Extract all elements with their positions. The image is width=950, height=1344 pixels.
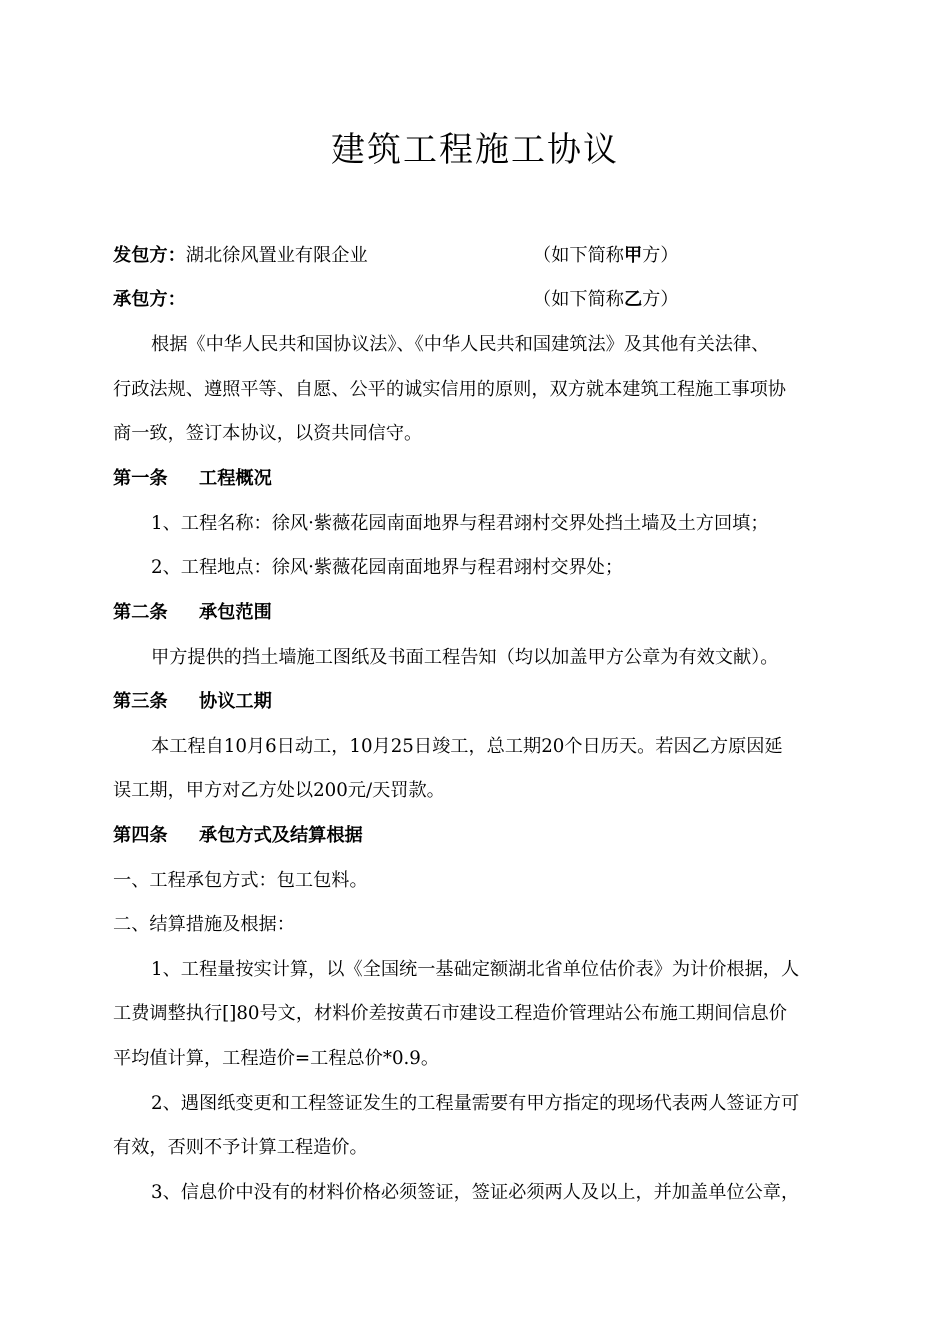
article-text: 一、工程承包方式：包工包料。 — [113, 870, 368, 891]
contractor-label: 承包方： — [113, 289, 186, 310]
employer-alias-post: 方） — [642, 245, 679, 266]
document-title: 建筑工程施工协议 — [331, 130, 619, 170]
clause-line: 3、信息价中没有的材料价格必须签证，签证必须两人及以上，并加盖单位公章， — [151, 1182, 800, 1203]
article-heading — [113, 689, 833, 715]
article-name: 承包范围 — [199, 602, 272, 623]
contractor-alias — [533, 287, 679, 313]
article-text: 甲方提供的挡土墙施工图纸及书面工程告知（均以加盖甲方公章为有效文献）。 — [151, 647, 779, 668]
employer-name: 湖北徐风置业有限企业 — [185, 245, 368, 266]
article-text: 二、结算措施及根据： — [113, 914, 295, 935]
preamble-line: 商一致，签订本协议，以资共同信守。 — [113, 423, 423, 444]
preamble-line: 根据《中华人民共和国协议法》、《中华人民共和国建筑法》及其他有关法律、 — [151, 334, 770, 355]
contractor-alias-post: 方） — [642, 289, 679, 310]
article-name: 工程概况 — [199, 468, 272, 489]
article-text: 本工程自10月6日动工，10月25日竣工，总工期20个日历天。若因乙方原因延 — [151, 736, 783, 757]
article-number: 第二条 — [113, 602, 168, 623]
article-text: 误工期，甲方对乙方处以200元/天罚款。 — [113, 780, 445, 801]
article-heading — [113, 600, 833, 626]
article-number: 第四条 — [113, 825, 168, 846]
clause-line: 有效，否则不予计算工程造价。 — [113, 1137, 368, 1158]
clause-line: 工费调整执行[]80号文，材料价差按黄石市建设工程造价管理站公布施工期间信息价 — [113, 1003, 787, 1024]
employer-alias-em: 甲 — [623, 245, 643, 266]
employer-alias — [533, 243, 679, 269]
article-heading — [113, 823, 833, 849]
contractor-alias-pre: （如下简称 — [533, 289, 624, 310]
employer-alias-pre: （如下简称 — [533, 245, 624, 266]
employer-label: 发包方： — [113, 245, 186, 266]
preamble-line: 行政法规、遵照平等、自愿、公平的诚实信用的原则，双方就本建筑工程施工事项协 — [113, 379, 786, 400]
article-name: 协议工期 — [199, 691, 272, 712]
contractor-line — [113, 287, 833, 313]
article-item: 1、工程名称：徐风·紫薇花园南面地界与程君翊村交界处挡土墙及土方回填； — [151, 513, 769, 534]
article-number: 第一条 — [113, 468, 168, 489]
article-item: 2、工程地点：徐风·紫薇花园南面地界与程君翊村交界处； — [151, 557, 624, 578]
clause-line: 1、工程量按实计算，以《全国统一基础定额湖北省单位估价表》为计价根据，人 — [151, 959, 800, 980]
article-heading — [113, 466, 833, 492]
employer-line — [113, 243, 833, 269]
clause-line: 2、遇图纸变更和工程签证发生的工程量需要有甲方指定的现场代表两人签证方可 — [151, 1093, 800, 1114]
article-number: 第三条 — [113, 691, 168, 712]
article-name: 承包方式及结算根据 — [199, 825, 363, 846]
clause-line: 平均值计算，工程造价=工程总价*0.9。 — [113, 1048, 440, 1069]
contractor-alias-em: 乙 — [623, 289, 643, 310]
